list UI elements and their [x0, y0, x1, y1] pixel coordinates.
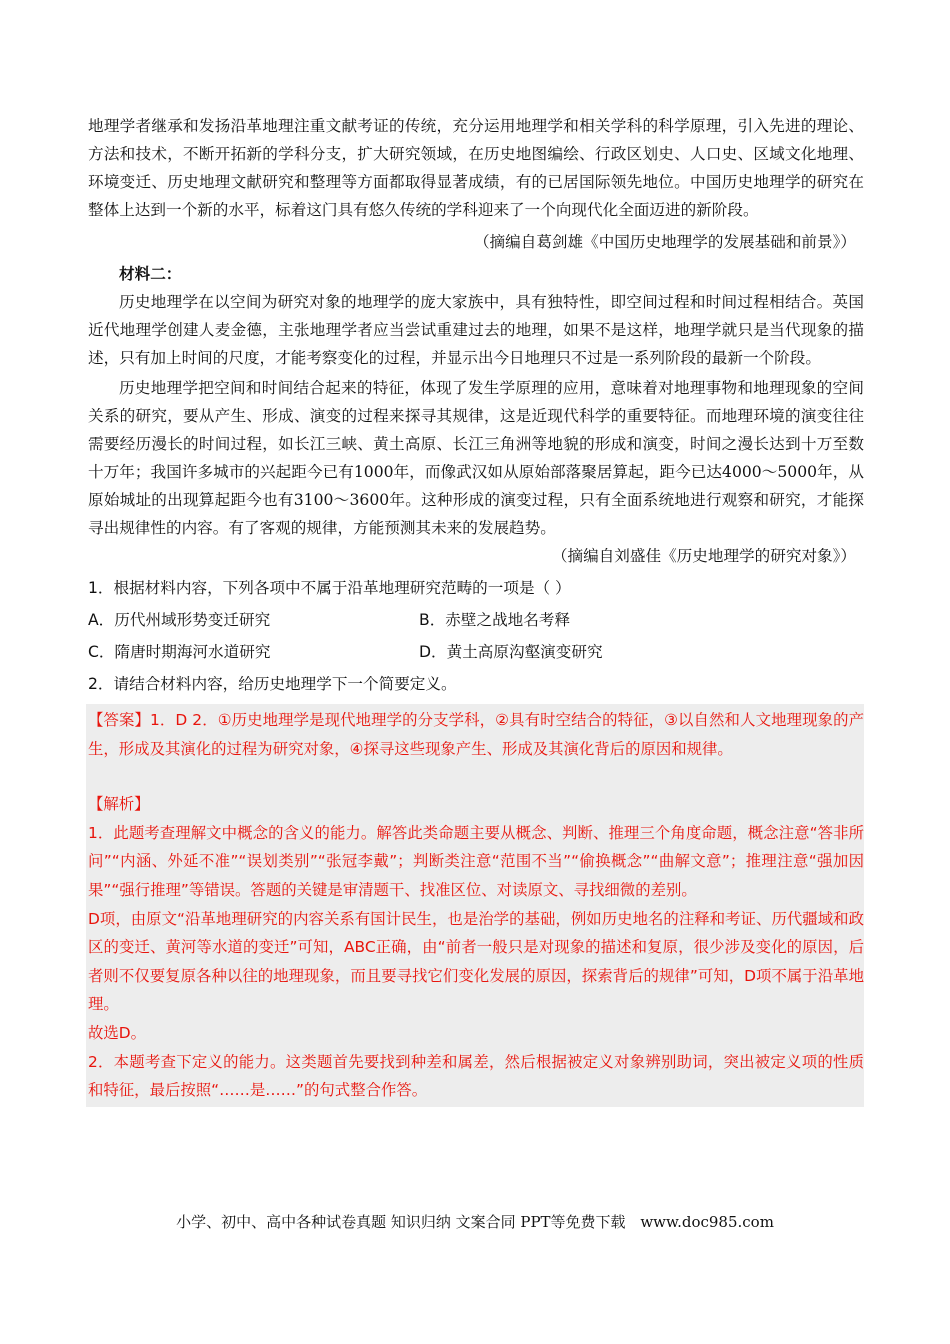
- analysis-2: 2．本题考查下定义的能力。这类题首先要找到种差和属差，然后根据被定义对象辨别助词，突出被定义项的性质和特征，最后按照“……是……”的句式整合作答。: [88, 1052, 864, 1100]
- material-one-paragraph: 地理学者继承和发扬沿革地理注重文献考证的传统，充分运用地理学和相关学科的科学原理，引入先进的理论、方法和技术，不断开拓新的学科分支，扩大研究领域，在历史地图编绘、行政区划史、人口史、区域文化地理、环境变迁、历史地理文献研究和整理等方面都取得显著成绩，有的已居国际领先地位。中国历史地理学的研究在整体上达到一个新的水平，标着这门具有悠久传统的学科迎来了一个向现代化全面迈进的新阶段。: [88, 117, 864, 219]
- analysis-conclusion: 故选D。: [88, 1023, 147, 1042]
- page-footer: [0, 1211, 950, 1232]
- option-c: C．隋唐时期海河水道研究: [88, 643, 271, 661]
- option-a: A．历代州域形势变迁研究: [88, 611, 271, 629]
- option-b: B．赤壁之战地名考释: [419, 611, 571, 629]
- analysis-1: 1．此题考查理解文中概念的含义的能力。解答此类命题主要从概念、判断、推理三个角度命题，概念注意“答非所问”“内涵、外延不准”“误划类别”“张冠李戴”；判断类注意“范围不当”“偷换概念”“曲解文意”；推理注意“强加因果”“强行推理”等错误。答题的关键是审清题干、找准区位、对读原文、寻找细微的差别。: [88, 823, 864, 899]
- analysis-d: D项，由原文“沿革地理研究的内容关系有国计民生，也是治学的基础，例如历史地名的注释和考证、历代疆域和政区的变迁、黄河等水道的变迁”可知，ABC正确，由“前者一般只是对现象的描述和复原，很少涉及变化的原因，后者则不仅要复原各种以往的地理现象，而且要寻找它们变化发展的原因，探索背后的规律”可知，D项不属于沿革地理。: [88, 909, 864, 1014]
- question-2: 2．请结合材料内容，给历史地理学下一个简要定义。: [88, 675, 457, 693]
- footer-site-link[interactable]: www.doc985.com: [640, 1213, 774, 1231]
- material-two-paragraph-1: 历史地理学在以空间为研究对象的地理学的庞大家族中，具有独特性，即空间过程和时间过程相结合。英国近代地理学创建人麦金德，主张地理学者应当尝试重建过去的地理，如果不是这样，地理学就只是当代现象的描述，只有加上时间的尺度，才能考察变化的过程，并显示出今日地理只不过是一系列阶段的最新一个阶段。: [88, 293, 864, 367]
- answer-box: [86, 704, 864, 1107]
- question-1: 1．根据材料内容，下列各项中不属于沿革地理研究范畴的一项是（ ）: [88, 579, 571, 597]
- material-two-source: （摘编自刘盛佳《历史地理学的研究对象》）: [551, 547, 856, 565]
- material-two-paragraph-2: 历史地理学把空间和时间结合起来的特征，体现了发生学原理的应用，意味着对地理事物和地理现象的空间关系的研究，要从产生、形成、演变的过程来探寻其规律，这是近现代科学的重要特征。而地理环境的演变往往需要经历漫长的时间过程，如长江三峡、黄土高原、长江三角洲等地貌的形成和演变，时间之漫长达到十万至数十万年；我国许多城市的兴起距今已有1000年，而像武汉如从原始部落聚居算起，距今已达4000～5000年，从原始城址的出现算起距今也有3100～3600年。这种形成的演变过程，只有全面系统地进行观察和研究，才能探寻出规律性的内容。有了客观的规律，方能预测其未来的发展趋势。: [88, 379, 864, 537]
- answer-text: 【答案】1．D 2．①历史地理学是现代地理学的分支学科，②具有时空结合的特征，③以自然和人文地理现象的产生，形成及其演化的过程为研究对象，④探寻这些现象产生、形成及其演化背后的原因和规律。: [88, 711, 864, 758]
- footer-text: 小学、初中、高中各种试卷真题 知识归纳 文案合同 PPT等免费下载: [176, 1213, 626, 1231]
- document-page: [88, 112, 864, 1107]
- material-one-source: （摘编自葛剑雄《中国历史地理学的发展基础和前景》）: [473, 233, 856, 251]
- question-1-options: [88, 604, 864, 668]
- option-d: D．黄土高原沟壑演变研究: [419, 643, 603, 661]
- analysis-label: 【解析】: [88, 795, 150, 814]
- material-two-title: 材料二：: [119, 264, 182, 283]
